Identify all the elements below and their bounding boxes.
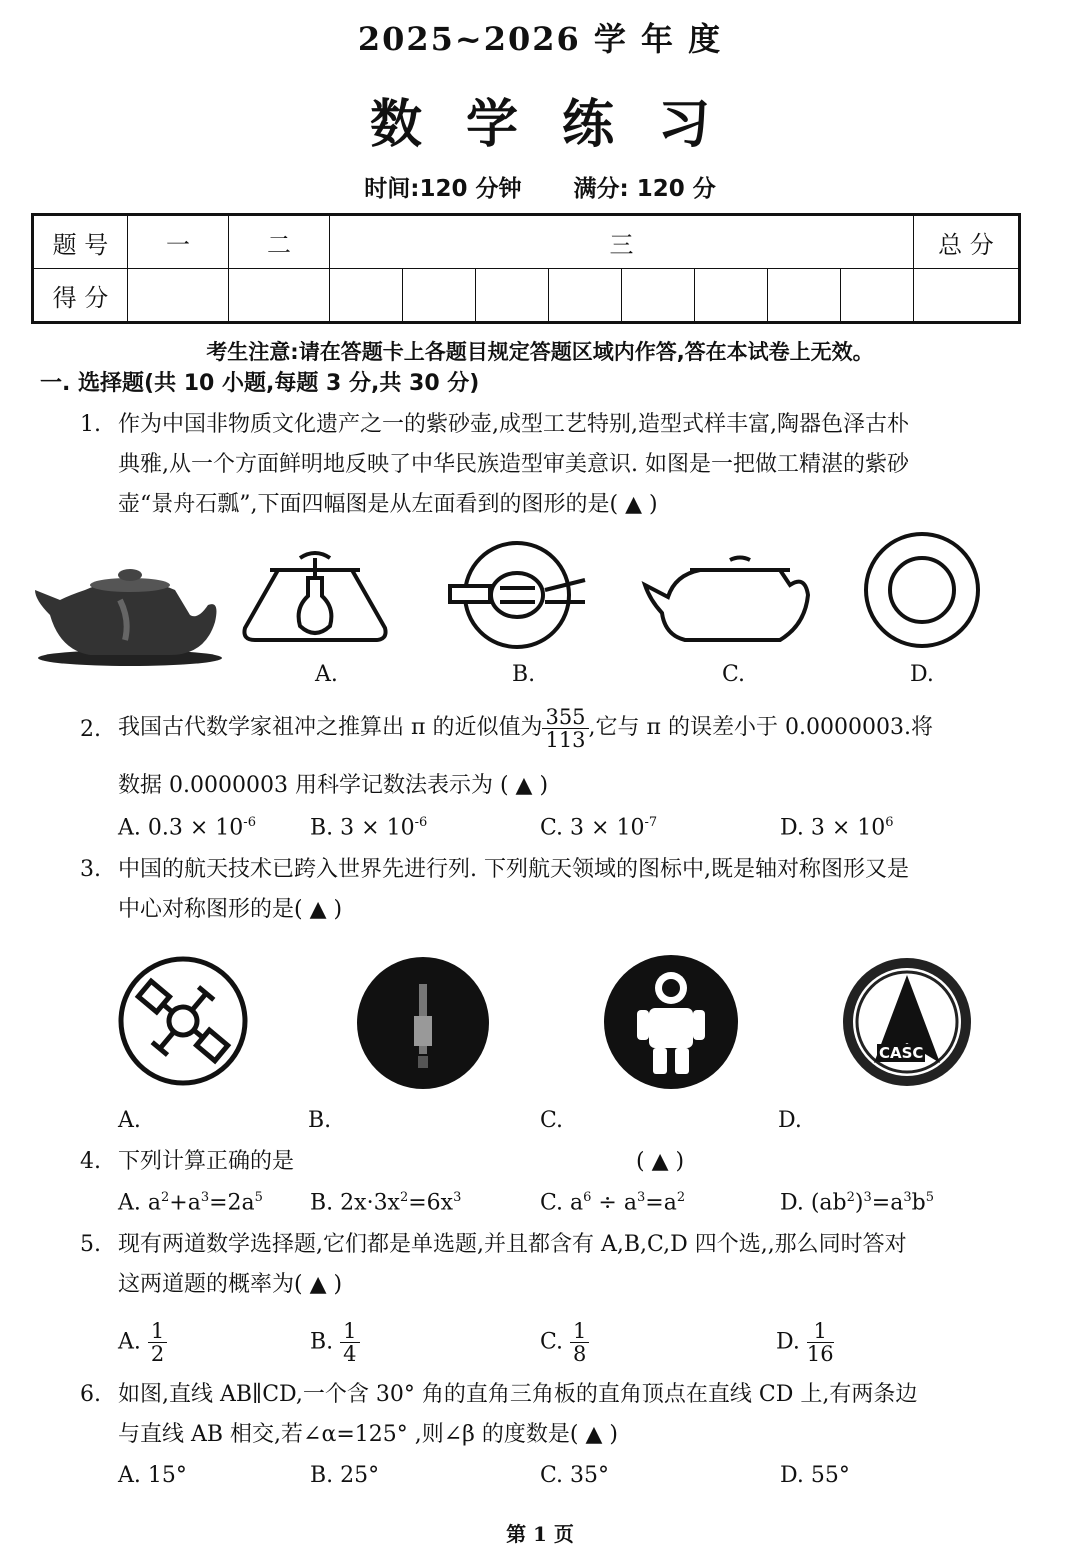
q3-option-a-satellite-icon bbox=[117, 955, 249, 1087]
q3-text bbox=[118, 850, 1038, 930]
q2-fraction-numerator: 355 bbox=[542, 706, 588, 729]
school-year: 2025~2026 学 年 度 bbox=[357, 20, 723, 58]
notice: 考生注意:请在答题卡上各题目规定答题区域内作答,答在本试卷上无效。 bbox=[206, 340, 874, 364]
q1-label-b: B. bbox=[512, 662, 536, 687]
q4-option-d-label: D. bbox=[780, 1190, 804, 1216]
q6-option-b-value: 25° bbox=[340, 1463, 380, 1488]
q6-option-d-value: 55° bbox=[810, 1463, 850, 1488]
q3-number: 3. bbox=[80, 857, 101, 882]
section-heading-choice: 一. 选择题(共 10 小题,每题 3 分,共 30 分) bbox=[40, 371, 480, 396]
q2-option-a-exp: -6 bbox=[243, 815, 256, 830]
q5-option-b bbox=[310, 1320, 360, 1365]
score-cell bbox=[549, 269, 622, 323]
q3-option-c-astronaut-icon bbox=[603, 954, 739, 1090]
cell-part-1: 一 bbox=[128, 215, 229, 269]
q4-option-b: B. $2x\cdot 3x^2=6x^3$ bbox=[310, 1190, 462, 1216]
q5-option-c bbox=[540, 1320, 589, 1365]
exam-meta bbox=[0, 170, 1080, 203]
q5-number: 5. bbox=[80, 1232, 101, 1257]
q6-option-d-label: D. bbox=[780, 1463, 804, 1488]
q2-text-pre: 我国古代数学家祖冲之推算出 π 的近似值为 bbox=[118, 715, 543, 740]
score-table-score-row bbox=[33, 269, 1020, 323]
q3-option-b-rocket-icon bbox=[356, 956, 490, 1090]
q3-label-a: A. bbox=[118, 1108, 141, 1133]
score-cell bbox=[476, 269, 549, 323]
q3-line2: 中心对称图形的是( ▲ ) bbox=[118, 897, 343, 922]
q6-line2: 与直线 AB 相交,若∠α=125° ,则∠β 的度数是( ▲ ) bbox=[118, 1422, 618, 1447]
q5-option-c-label: C. bbox=[540, 1329, 564, 1355]
page-title: 数学练习 bbox=[369, 94, 754, 155]
q2-option-d-label: D. bbox=[780, 815, 804, 841]
q5-option-c-denominator: 8 bbox=[573, 1342, 587, 1366]
q5-option-a-fraction bbox=[148, 1320, 167, 1365]
q1-option-b-figure-icon bbox=[445, 540, 590, 655]
q2-line2: 数据 0.0000003 用科学记数法表示为 ( ▲ ) bbox=[118, 773, 549, 798]
q6-option-c-label: C. bbox=[540, 1463, 564, 1488]
exam-full-score: 满分: 120 分 bbox=[573, 176, 716, 202]
q6-text bbox=[118, 1375, 1038, 1455]
q6-option-d bbox=[780, 1463, 850, 1488]
q5-text bbox=[118, 1225, 1038, 1305]
q1-option-d-figure-icon bbox=[862, 530, 982, 650]
score-cell bbox=[914, 269, 1020, 323]
q2-option-c-exp: -7 bbox=[644, 815, 658, 830]
q1-line1: 作为中国非物质文化遗产之一的紫砂壶,成型工艺特别,造型式样丰富,陶器色泽古朴 bbox=[118, 412, 909, 437]
q5-option-a bbox=[118, 1320, 167, 1365]
score-table-header-row bbox=[33, 215, 1020, 269]
q2-option-b-base: 3 × 10 bbox=[340, 815, 415, 841]
q1-line3: 壶“景舟石瓢”,下面四幅图是从左面看到的图形的是( ▲ ) bbox=[118, 492, 658, 517]
q4-bracket: ( ▲ ) bbox=[636, 1149, 685, 1174]
score-cell bbox=[229, 269, 330, 323]
q1-label-c: C. bbox=[722, 662, 746, 687]
score-cell bbox=[841, 269, 914, 323]
q5-option-d bbox=[776, 1320, 834, 1365]
q2-option-d-base: 3 × 10 bbox=[810, 815, 886, 841]
q2-option-d bbox=[780, 815, 894, 840]
q3-label-d: D. bbox=[778, 1108, 802, 1133]
q6-option-a bbox=[118, 1463, 187, 1488]
q1-line2: 典雅,从一个方面鲜明地反映了中华民族造型审美意识. 如图是一把做工精湛的紫砂 bbox=[118, 452, 909, 477]
q2-fraction-denominator: 113 bbox=[545, 727, 586, 752]
q5-line1: 现有两道数学选择题,它们都是单选题,并且都含有 A,B,C,D 四个选,,那么同时答对 bbox=[118, 1232, 907, 1257]
cell-question-number: 题 号 bbox=[33, 215, 128, 269]
q4-text: 下列计算正确的是 bbox=[118, 1149, 295, 1174]
q2-text-post: ,它与 π 的误差小于 0.0000003.将 bbox=[588, 715, 933, 740]
q5-option-b-denominator: 4 bbox=[343, 1342, 357, 1366]
q2-line1 bbox=[118, 700, 1038, 756]
q2-option-a-label: A. bbox=[118, 815, 141, 841]
q6-option-c-value: 35° bbox=[570, 1463, 610, 1488]
q5-option-d-label: D. bbox=[776, 1329, 800, 1355]
score-cell bbox=[622, 269, 695, 323]
q3-option-d-casc-logo-icon bbox=[840, 955, 974, 1089]
q6-option-b bbox=[310, 1463, 379, 1488]
q5-option-a-label: A. bbox=[118, 1329, 141, 1355]
q5-option-b-label: B. bbox=[310, 1329, 334, 1355]
q5-option-d-fraction bbox=[807, 1320, 834, 1365]
cell-score-label: 得 分 bbox=[33, 269, 128, 323]
score-table bbox=[31, 213, 1021, 324]
q2-option-a-base: 0.3 × 10 bbox=[147, 815, 244, 841]
exam-time: 时间:120 分钟 bbox=[364, 176, 522, 202]
score-cell bbox=[695, 269, 768, 323]
q1-option-c-figure-icon bbox=[640, 555, 815, 645]
cell-total: 总 分 bbox=[914, 215, 1020, 269]
q3-casc-label: CASC bbox=[879, 1044, 924, 1062]
q5-option-c-numerator: 1 bbox=[570, 1320, 589, 1343]
q3-label-b: B. bbox=[308, 1108, 332, 1133]
q2-option-d-exp: 6 bbox=[885, 815, 894, 830]
q4-option-a: A. $a^2+a^3=2a^5$ bbox=[118, 1190, 263, 1216]
q6-option-a-value: 15° bbox=[147, 1463, 187, 1488]
q5-option-b-numerator: 1 bbox=[340, 1320, 359, 1343]
q2-fraction bbox=[542, 706, 588, 751]
q3-line1: 中国的航天技术已跨入世界先进行列. 下列航天领域的图标中,既是轴对称图形又是 bbox=[118, 857, 909, 882]
q3-label-c: C. bbox=[540, 1108, 564, 1133]
q4-number: 4. bbox=[80, 1149, 101, 1174]
page-number: 第 1 页 bbox=[506, 1522, 574, 1546]
q1-option-a-figure-icon bbox=[240, 548, 390, 648]
q6-option-a-label: A. bbox=[118, 1463, 141, 1488]
q1-label-d: D. bbox=[910, 662, 934, 687]
q4-option-b-label: B. bbox=[310, 1190, 334, 1216]
q2-option-b-label: B. bbox=[310, 815, 334, 841]
q2-option-b-exp: -6 bbox=[414, 815, 428, 830]
q4-option-c-label: C. bbox=[540, 1190, 564, 1216]
score-cell bbox=[330, 269, 403, 323]
q5-option-a-numerator: 1 bbox=[148, 1320, 167, 1343]
q5-option-c-fraction bbox=[570, 1320, 589, 1365]
q6-option-b-label: B. bbox=[310, 1463, 334, 1488]
q4-option-a-label: A. bbox=[118, 1190, 141, 1216]
q2-option-a bbox=[118, 815, 256, 840]
q5-option-a-denominator: 2 bbox=[150, 1342, 165, 1366]
q2-option-b bbox=[310, 815, 427, 840]
q5-option-d-numerator: 1 bbox=[807, 1320, 834, 1343]
q2-option-c bbox=[540, 815, 657, 840]
score-cell bbox=[128, 269, 229, 323]
q1-text bbox=[118, 405, 1038, 525]
q4-option-c: C. $a^6 \div a^3=a^2$ bbox=[540, 1190, 686, 1216]
q2-number: 2. bbox=[80, 717, 101, 742]
q1-number: 1. bbox=[80, 412, 101, 437]
score-cell bbox=[403, 269, 476, 323]
q6-number: 6. bbox=[80, 1382, 101, 1407]
q5-option-b-fraction bbox=[340, 1320, 359, 1365]
q6-line1: 如图,直线 AB∥CD,一个含 30° 角的直角三角板的直角顶点在直线 CD 上,有两条边 bbox=[118, 1382, 918, 1407]
cell-part-2: 二 bbox=[229, 215, 330, 269]
q5-option-d-denominator: 16 bbox=[806, 1342, 834, 1366]
q2-option-c-label: C. bbox=[540, 815, 564, 841]
q2-option-c-base: 3 × 10 bbox=[570, 815, 645, 841]
q1-label-a: A. bbox=[315, 662, 338, 687]
teapot-photo-icon bbox=[30, 560, 220, 670]
score-cell bbox=[768, 269, 841, 323]
cell-part-3: 三 bbox=[330, 215, 914, 269]
q5-line2: 这两道题的概率为( ▲ ) bbox=[118, 1272, 343, 1297]
q4-option-d: D. $(ab^2)^3=a^3b^5$ bbox=[780, 1190, 935, 1216]
q6-option-c bbox=[540, 1463, 609, 1488]
